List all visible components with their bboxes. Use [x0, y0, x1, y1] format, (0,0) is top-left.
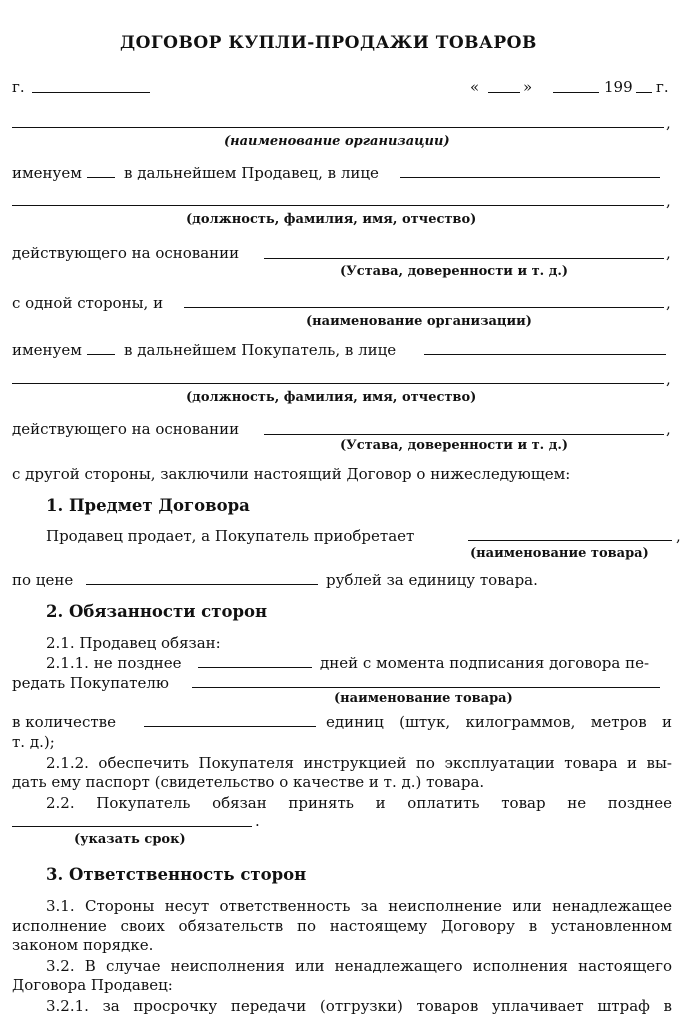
section2-heading: 2. Обязанности сторон [46, 602, 268, 621]
clause-3-2-a: 3.2. В случае неисполнения или ненадлежащего исполнения настоящего [46, 957, 672, 975]
date-close-quote: » [523, 78, 533, 96]
clause-2-1-1-b: дней с момента подписания договора пе- [320, 654, 650, 672]
seller-basis-caption: (Устава, доверенности и т. д.) [340, 264, 569, 279]
section3-heading: 3. Ответственность сторон [46, 865, 307, 884]
other-side-text: с другой стороны, заключили настоящий Договор о нижеследующем: [12, 465, 571, 483]
clause-2-1-1-a: 2.1.1. не позднее [46, 654, 182, 672]
comma: , [666, 114, 671, 132]
quantity-suffix: единиц (штук, килограммов, метров и [326, 713, 672, 731]
comma: , [676, 527, 681, 545]
date-open-quote: « [470, 78, 480, 96]
seller-org-blank[interactable] [12, 127, 664, 128]
price-suffix: рублей за единицу товара. [326, 571, 538, 589]
buyer-person-caption: (должность, фамилия, имя, отчество) [186, 390, 477, 405]
comma: , [666, 294, 671, 312]
seller-basis-blank[interactable] [264, 258, 664, 259]
buyer-org-blank[interactable] [184, 307, 664, 308]
price-blank[interactable] [86, 584, 318, 585]
clause-3-1-b: исполнение своих обязательств по настоящему Договору в установленном [12, 917, 672, 935]
buyer-org-caption: (наименование организации) [306, 314, 532, 329]
month-blank[interactable] [553, 92, 599, 93]
seller-position-blank[interactable] [12, 205, 664, 206]
clause-3-2-1-a: 3.2.1. за просрочку передачи (отгрузки) товаров уплачивает штраф в [46, 997, 672, 1015]
seller-acting-basis: действующего на основании [12, 244, 240, 262]
clause-2-1-1-c: редать Покупателю [12, 674, 169, 692]
year-suffix: г. [656, 78, 669, 96]
seller-named-a: именуем [12, 164, 82, 182]
clause-3-2-b: Договора Продавец: [12, 976, 173, 994]
goods-transfer-caption: (наименование товара) [334, 691, 513, 706]
buyer-named-a: именуем [12, 341, 82, 359]
comma: , [666, 244, 671, 262]
goods-transfer-blank[interactable] [192, 687, 660, 688]
price-prefix: по цене [12, 571, 74, 589]
seller-person-blank[interactable] [400, 177, 660, 178]
comma: , [666, 192, 671, 210]
clause-2-1-2-b: дать ему паспорт (свидетельство о качестве и т. д.) товара. [12, 773, 485, 791]
buyer-acting-basis: действующего на основании [12, 420, 240, 438]
clause-2-2: 2.2. Покупатель обязан принять и оплатить товар не позднее [46, 794, 672, 812]
quantity-blank[interactable] [144, 726, 316, 727]
deadline-caption: (указать срок) [74, 832, 186, 847]
quantity-end: т. д.); [12, 733, 55, 751]
document-title: ДОГОВОР КУПЛИ-ПРОДАЖИ ТОВАРОВ [120, 33, 537, 53]
goods-name-blank[interactable] [468, 540, 672, 541]
buyer-named-b: в дальнейшем Покупатель, в лице [124, 341, 397, 359]
buyer-gender-blank[interactable] [87, 354, 115, 355]
goods-name-caption: (наименование товара) [470, 546, 649, 561]
city-blank[interactable] [32, 92, 150, 93]
comma: , [666, 370, 671, 388]
seller-gender-blank[interactable] [87, 177, 115, 178]
buyer-person-blank[interactable] [424, 354, 666, 355]
clause-2-1: 2.1. Продавец обязан: [46, 634, 221, 652]
section1-sells: Продавец продает, а Покупатель приобретает [46, 527, 415, 545]
comma: , [666, 420, 671, 438]
section1-heading: 1. Предмет Договора [46, 496, 250, 515]
buyer-position-blank[interactable] [12, 383, 664, 384]
one-side-text: с одной стороны, и [12, 294, 164, 312]
seller-org-caption: (наименование организации) [224, 134, 450, 149]
clause-3-1-a: 3.1. Стороны несут ответственность за неисполнение или ненадлежащее [46, 897, 672, 915]
buyer-basis-caption: (Устава, доверенности и т. д.) [340, 438, 569, 453]
seller-person-caption: (должность, фамилия, имя, отчество) [186, 212, 477, 227]
deadline-dot: . [255, 812, 260, 830]
deadline-blank[interactable] [12, 826, 252, 827]
clause-2-1-2-a: 2.1.2. обеспечить Покупателя инструкцией по эксплуатации товара и вы- [46, 754, 672, 772]
seller-named-b: в дальнейшем Продавец, в лице [124, 164, 379, 182]
days-blank[interactable] [198, 667, 312, 668]
city-prefix: г. [12, 78, 25, 96]
buyer-basis-blank[interactable] [264, 434, 664, 435]
year-prefix: 199 [604, 78, 633, 96]
clause-3-1-c: законом порядке. [12, 936, 154, 954]
day-blank[interactable] [488, 92, 520, 93]
quantity-prefix: в количестве [12, 713, 116, 731]
year-blank[interactable] [636, 92, 652, 93]
